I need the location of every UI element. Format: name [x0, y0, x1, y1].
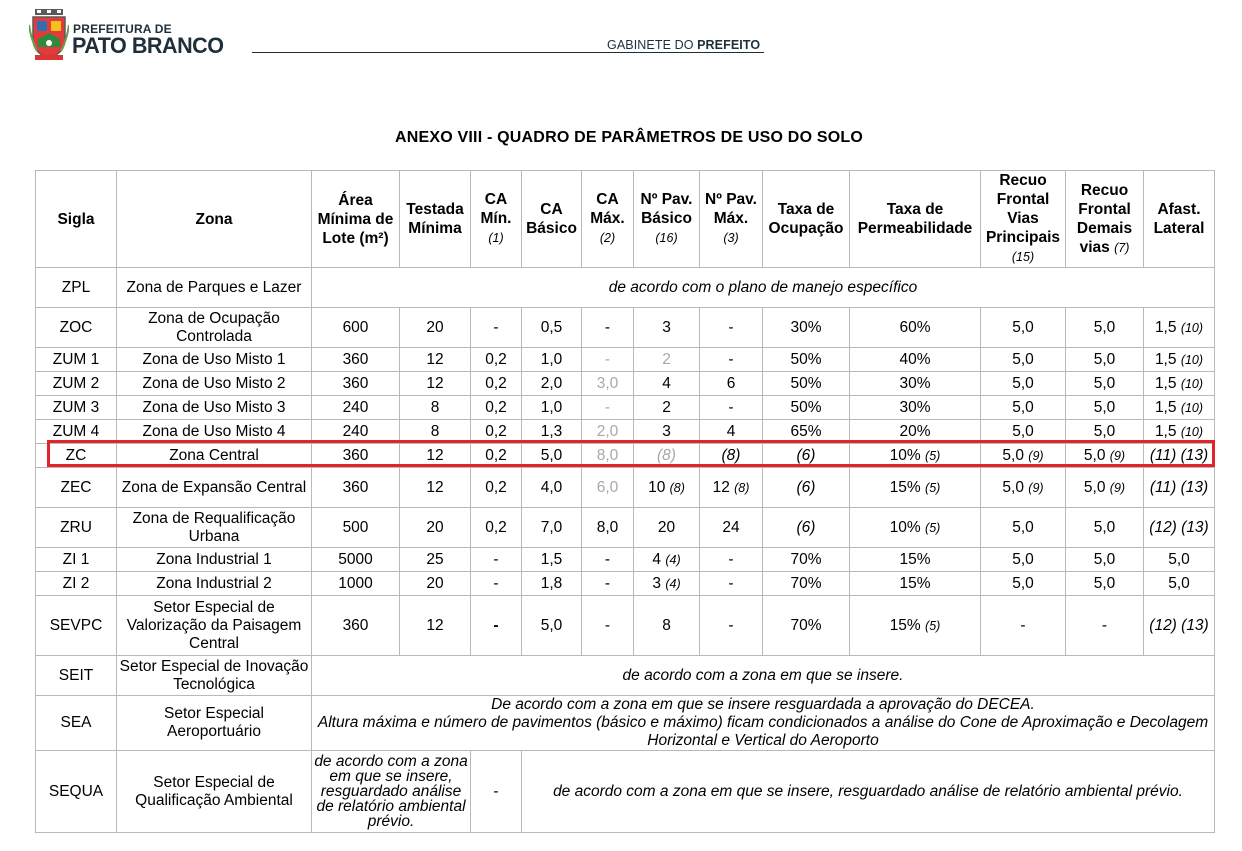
col-afast-lateral: Afast. Lateral — [1144, 171, 1215, 268]
cell-ca-basico: 1,8 — [522, 572, 582, 596]
cell-ca-min: 0,2 — [471, 468, 522, 508]
cell-taxa-ocupacao: 70% — [763, 596, 850, 656]
cell-testada: 20 — [400, 508, 471, 548]
cell-recuo-demais: 5,0 — [1066, 420, 1144, 444]
col-testada: Testada Mínima — [400, 171, 471, 268]
cell-ca-max: 8,0 — [582, 508, 634, 548]
cell-afast-lateral: (11) (13) — [1144, 468, 1215, 508]
cell-afast-lateral: (12) (13) — [1144, 596, 1215, 656]
col-pav-max: Nº Pav. Máx. (3) — [700, 171, 763, 268]
cell-zona: Zona de Expansão Central — [117, 468, 312, 508]
cell-zona: Zona de Uso Misto 1 — [117, 348, 312, 372]
col-taxa-ocupacao: Taxa de Ocupação — [763, 171, 850, 268]
cell-area: 600 — [312, 308, 400, 348]
cell-recuo-principais: 5,0 — [981, 372, 1066, 396]
cell-afast-lateral: 1,5 (10) — [1144, 372, 1215, 396]
cell-recuo-demais: 5,0 — [1066, 396, 1144, 420]
cell-pav-max: (8) — [700, 444, 763, 468]
cell-recuo-principais: 5,0 — [981, 572, 1066, 596]
pato-branco-crest-icon — [29, 9, 69, 61]
brand-name: PATO BRANCO — [72, 33, 224, 58]
cell-ca-max: 6,0 — [582, 468, 634, 508]
cell-ca-basico: 7,0 — [522, 508, 582, 548]
cell-ca-basico: 1,5 — [522, 548, 582, 572]
col-taxa-permeabilidade: Taxa de Permeabilidade — [850, 171, 981, 268]
cell-ca-basico: 5,0 — [522, 444, 582, 468]
cell-area: 360 — [312, 596, 400, 656]
cell-zona: Zona Industrial 2 — [117, 572, 312, 596]
document-title: ANEXO VIII - QUADRO DE PARÂMETROS DE USO DO SOLO — [394, 129, 863, 146]
cell-ca-min: - — [471, 548, 522, 572]
cell-zona: Zona Industrial 1 — [117, 548, 312, 572]
cell-ca-min: - — [471, 308, 522, 348]
cell-recuo-principais: 5,0 — [981, 420, 1066, 444]
cell-zona: Zona de Requalificação Urbana — [117, 508, 312, 548]
cell-taxa-ocupacao: (6) — [763, 508, 850, 548]
cell-taxa-ocupacao: (6) — [763, 444, 850, 468]
cell-testada: 12 — [400, 444, 471, 468]
cell-zona: Zona de Ocupação Controlada — [117, 308, 312, 348]
cell-taxa-permeabilidade: 30% — [850, 372, 981, 396]
col-pav-basico: Nº Pav. Básico (16) — [634, 171, 700, 268]
cell-sigla: ZUM 4 — [36, 420, 117, 444]
cell-ca-basico: 5,0 — [522, 596, 582, 656]
table-row — [36, 596, 1215, 656]
cell-ca-min: 0,2 — [471, 420, 522, 444]
cell-pav-max: - — [700, 548, 763, 572]
cell-ca-basico: 4,0 — [522, 468, 582, 508]
cell-ca-min: - — [471, 596, 522, 656]
cell-area: 5000 — [312, 548, 400, 572]
cell-pav-max: - — [700, 308, 763, 348]
cell-sigla: SEVPC — [36, 596, 117, 656]
col-recuo-principais: Recuo Frontal Vias Principais (15) — [981, 171, 1066, 268]
cell-taxa-ocupacao: 70% — [763, 548, 850, 572]
cell-area: 360 — [312, 372, 400, 396]
cell-area: 240 — [312, 396, 400, 420]
cell-ca-max: 3,0 — [582, 372, 634, 396]
cell-recuo-principais: 5,0 (9) — [981, 444, 1066, 468]
table-row-zc-highlighted — [36, 444, 1215, 468]
cell-zona: Zona Central — [117, 444, 312, 468]
cell-taxa-ocupacao: 70% — [763, 572, 850, 596]
cell-afast-lateral: 5,0 — [1144, 548, 1215, 572]
cell-ca-min: 0,2 — [471, 396, 522, 420]
cell-pav-basico: 2 — [634, 348, 700, 372]
brand-prefix: PREFEITURA DE — [73, 22, 172, 36]
page-header — [0, 0, 1242, 70]
cell-note: de acordo com a zona em que se insere, resguardado análise de relatório ambiental prévio. — [522, 751, 1215, 833]
cell-recuo-principais: 5,0 — [981, 396, 1066, 420]
table-row — [36, 508, 1215, 548]
table-row — [36, 468, 1215, 508]
cell-taxa-permeabilidade: 15% (5) — [850, 468, 981, 508]
cell-zona: Zona de Uso Misto 4 — [117, 420, 312, 444]
table-row — [36, 268, 1215, 308]
cell-zona: Setor Especial de Valorização da Paisagem Central — [117, 596, 312, 656]
cell-testada: 25 — [400, 548, 471, 572]
table-row — [36, 696, 1215, 751]
cell-sigla: ZEC — [36, 468, 117, 508]
cell-testada: 12 — [400, 372, 471, 396]
cell-note: de acordo com a zona em que se insere. — [312, 656, 1215, 696]
cell-ca-min: 0,2 — [471, 372, 522, 396]
cell-area: 240 — [312, 420, 400, 444]
table-row — [36, 751, 1215, 833]
cell-ca-max: - — [582, 596, 634, 656]
cell-afast-lateral: 1,5 (10) — [1144, 308, 1215, 348]
cell-ca-max: - — [582, 308, 634, 348]
cell-area: 360 — [312, 348, 400, 372]
cell-zona: Zona de Parques e Lazer — [117, 268, 312, 308]
cell-testada: 20 — [400, 308, 471, 348]
cell-testada: 12 — [400, 348, 471, 372]
cell-area: 500 — [312, 508, 400, 548]
header-divider — [252, 52, 764, 53]
cell-pav-basico: 3 (4) — [634, 572, 700, 596]
cell-ca-min: 0,2 — [471, 348, 522, 372]
cell-pav-max: 12 (8) — [700, 468, 763, 508]
cell-zona: Setor Especial de Inovação Tecnológica — [117, 656, 312, 696]
cell-afast-lateral: 1,5 (10) — [1144, 396, 1215, 420]
cell-area: 360 — [312, 444, 400, 468]
cell-recuo-demais: 5,0 — [1066, 308, 1144, 348]
col-ca-max: CA Máx. (2) — [582, 171, 634, 268]
table-row — [36, 548, 1215, 572]
cell-taxa-permeabilidade: 15% (5) — [850, 596, 981, 656]
cell-recuo-demais: 5,0 (9) — [1066, 444, 1144, 468]
cell-taxa-ocupacao: 65% — [763, 420, 850, 444]
cell-ca-basico: 1,3 — [522, 420, 582, 444]
col-area-minima: Área Mínima de Lote (m²) — [312, 171, 400, 268]
cell-recuo-principais: - — [981, 596, 1066, 656]
cell-note: de acordo com o plano de manejo específico — [312, 268, 1215, 308]
cell-sigla: ZRU — [36, 508, 117, 548]
col-ca-basico: CA Básico — [522, 171, 582, 268]
cell-ca-min: 0,2 — [471, 444, 522, 468]
cell-taxa-permeabilidade: 15% — [850, 572, 981, 596]
cell-sigla: ZPL — [36, 268, 117, 308]
cell-taxa-ocupacao: 50% — [763, 348, 850, 372]
cell-taxa-ocupacao: (6) — [763, 468, 850, 508]
cell-recuo-principais: 5,0 — [981, 548, 1066, 572]
cell-afast-lateral: 1,5 (10) — [1144, 348, 1215, 372]
table-row — [36, 656, 1215, 696]
cell-recuo-demais: 5,0 — [1066, 508, 1144, 548]
cell-note-area: de acordo com a zona em que se insere, resguardado análise de relatório ambiental prévio. — [312, 751, 471, 833]
cell-recuo-demais: 5,0 — [1066, 372, 1144, 396]
cell-afast-lateral: 1,5 (10) — [1144, 420, 1215, 444]
cell-taxa-permeabilidade: 40% — [850, 348, 981, 372]
cell-pav-basico: 4 — [634, 372, 700, 396]
cell-pav-basico: 10 (8) — [634, 468, 700, 508]
land-use-parameters-table — [35, 170, 1215, 833]
cell-taxa-permeabilidade: 15% — [850, 548, 981, 572]
cell-pav-max: - — [700, 572, 763, 596]
cell-zona: Zona de Uso Misto 3 — [117, 396, 312, 420]
cell-pav-basico: 8 — [634, 596, 700, 656]
cell-ca-min: - — [471, 751, 522, 833]
cell-sigla: ZUM 2 — [36, 372, 117, 396]
cell-sigla: ZC — [36, 444, 117, 468]
cell-zona: Zona de Uso Misto 2 — [117, 372, 312, 396]
table-row — [36, 420, 1215, 444]
cell-recuo-demais: 5,0 (9) — [1066, 468, 1144, 508]
cell-pav-max: 4 — [700, 420, 763, 444]
cell-ca-max: - — [582, 348, 634, 372]
cell-note: De acordo com a zona em que se insere resguardada a aprovação do DECEA. Altura máxima e número de pavimentos (básico e máximo) ficam condicionados a análise do Cone de Aproximação e Decolagem Horizontal e Vertical do Aeroporto — [312, 696, 1215, 751]
table-row — [36, 396, 1215, 420]
table-row — [36, 372, 1215, 396]
cell-sigla: ZUM 3 — [36, 396, 117, 420]
cell-recuo-demais: 5,0 — [1066, 572, 1144, 596]
cell-ca-max: - — [582, 396, 634, 420]
cell-pav-basico: 3 — [634, 420, 700, 444]
cell-recuo-principais: 5,0 — [981, 308, 1066, 348]
table-header-row — [36, 171, 1215, 268]
cell-pav-max: 24 — [700, 508, 763, 548]
col-zona: Zona — [117, 171, 312, 268]
cell-area: 360 — [312, 468, 400, 508]
cell-taxa-ocupacao: 50% — [763, 372, 850, 396]
cell-sigla: ZI 2 — [36, 572, 117, 596]
cell-sigla: SEA — [36, 696, 117, 751]
table-row — [36, 348, 1215, 372]
cell-recuo-demais: 5,0 — [1066, 548, 1144, 572]
cell-pav-basico: 20 — [634, 508, 700, 548]
cell-sigla: SEQUA — [36, 751, 117, 833]
cell-zona: Setor Especial Aeroportuário — [117, 696, 312, 751]
cell-pav-max: - — [700, 348, 763, 372]
cell-recuo-demais: - — [1066, 596, 1144, 656]
cell-testada: 8 — [400, 420, 471, 444]
table-row — [36, 308, 1215, 348]
cell-pav-basico: 2 — [634, 396, 700, 420]
cell-pav-basico: 4 (4) — [634, 548, 700, 572]
cell-pav-basico: 3 — [634, 308, 700, 348]
col-recuo-demais: Recuo Frontal Demais vias (7) — [1066, 171, 1144, 268]
cell-zona: Setor Especial de Qualificação Ambiental — [117, 751, 312, 833]
cell-sigla: ZI 1 — [36, 548, 117, 572]
col-sigla: Sigla — [36, 171, 117, 268]
cell-ca-max: - — [582, 548, 634, 572]
cell-sigla: SEIT — [36, 656, 117, 696]
cell-testada: 20 — [400, 572, 471, 596]
cell-area: 1000 — [312, 572, 400, 596]
cell-recuo-demais: 5,0 — [1066, 348, 1144, 372]
cell-ca-max: 8,0 — [582, 444, 634, 468]
cell-ca-basico: 1,0 — [522, 396, 582, 420]
cell-taxa-permeabilidade: 60% — [850, 308, 981, 348]
cell-pav-max: - — [700, 596, 763, 656]
cell-ca-min: - — [471, 572, 522, 596]
cell-taxa-permeabilidade: 10% (5) — [850, 444, 981, 468]
cabinete-label: GABINETE DO PREFEITO — [607, 38, 761, 52]
cell-testada: 12 — [400, 468, 471, 508]
cell-ca-max: 2,0 — [582, 420, 634, 444]
cell-taxa-ocupacao: 30% — [763, 308, 850, 348]
cell-recuo-principais: 5,0 — [981, 508, 1066, 548]
cell-taxa-ocupacao: 50% — [763, 396, 850, 420]
cell-sigla: ZUM 1 — [36, 348, 117, 372]
cell-sigla: ZOC — [36, 308, 117, 348]
cell-taxa-permeabilidade: 10% (5) — [850, 508, 981, 548]
cell-afast-lateral: (11) (13) — [1144, 444, 1215, 468]
cell-taxa-permeabilidade: 30% — [850, 396, 981, 420]
cell-ca-basico: 2,0 — [522, 372, 582, 396]
cell-ca-basico: 1,0 — [522, 348, 582, 372]
cell-afast-lateral: 5,0 — [1144, 572, 1215, 596]
cell-ca-max: - — [582, 572, 634, 596]
col-ca-min: CA Mín. (1) — [471, 171, 522, 268]
cell-ca-min: 0,2 — [471, 508, 522, 548]
cell-afast-lateral: (12) (13) — [1144, 508, 1215, 548]
cell-pav-max: - — [700, 396, 763, 420]
cell-testada: 12 — [400, 596, 471, 656]
cell-recuo-principais: 5,0 (9) — [981, 468, 1066, 508]
cell-recuo-principais: 5,0 — [981, 348, 1066, 372]
cell-pav-max: 6 — [700, 372, 763, 396]
cell-taxa-permeabilidade: 20% — [850, 420, 981, 444]
cell-ca-basico: 0,5 — [522, 308, 582, 348]
table-row — [36, 572, 1215, 596]
cell-pav-basico: (8) — [634, 444, 700, 468]
cell-testada: 8 — [400, 396, 471, 420]
